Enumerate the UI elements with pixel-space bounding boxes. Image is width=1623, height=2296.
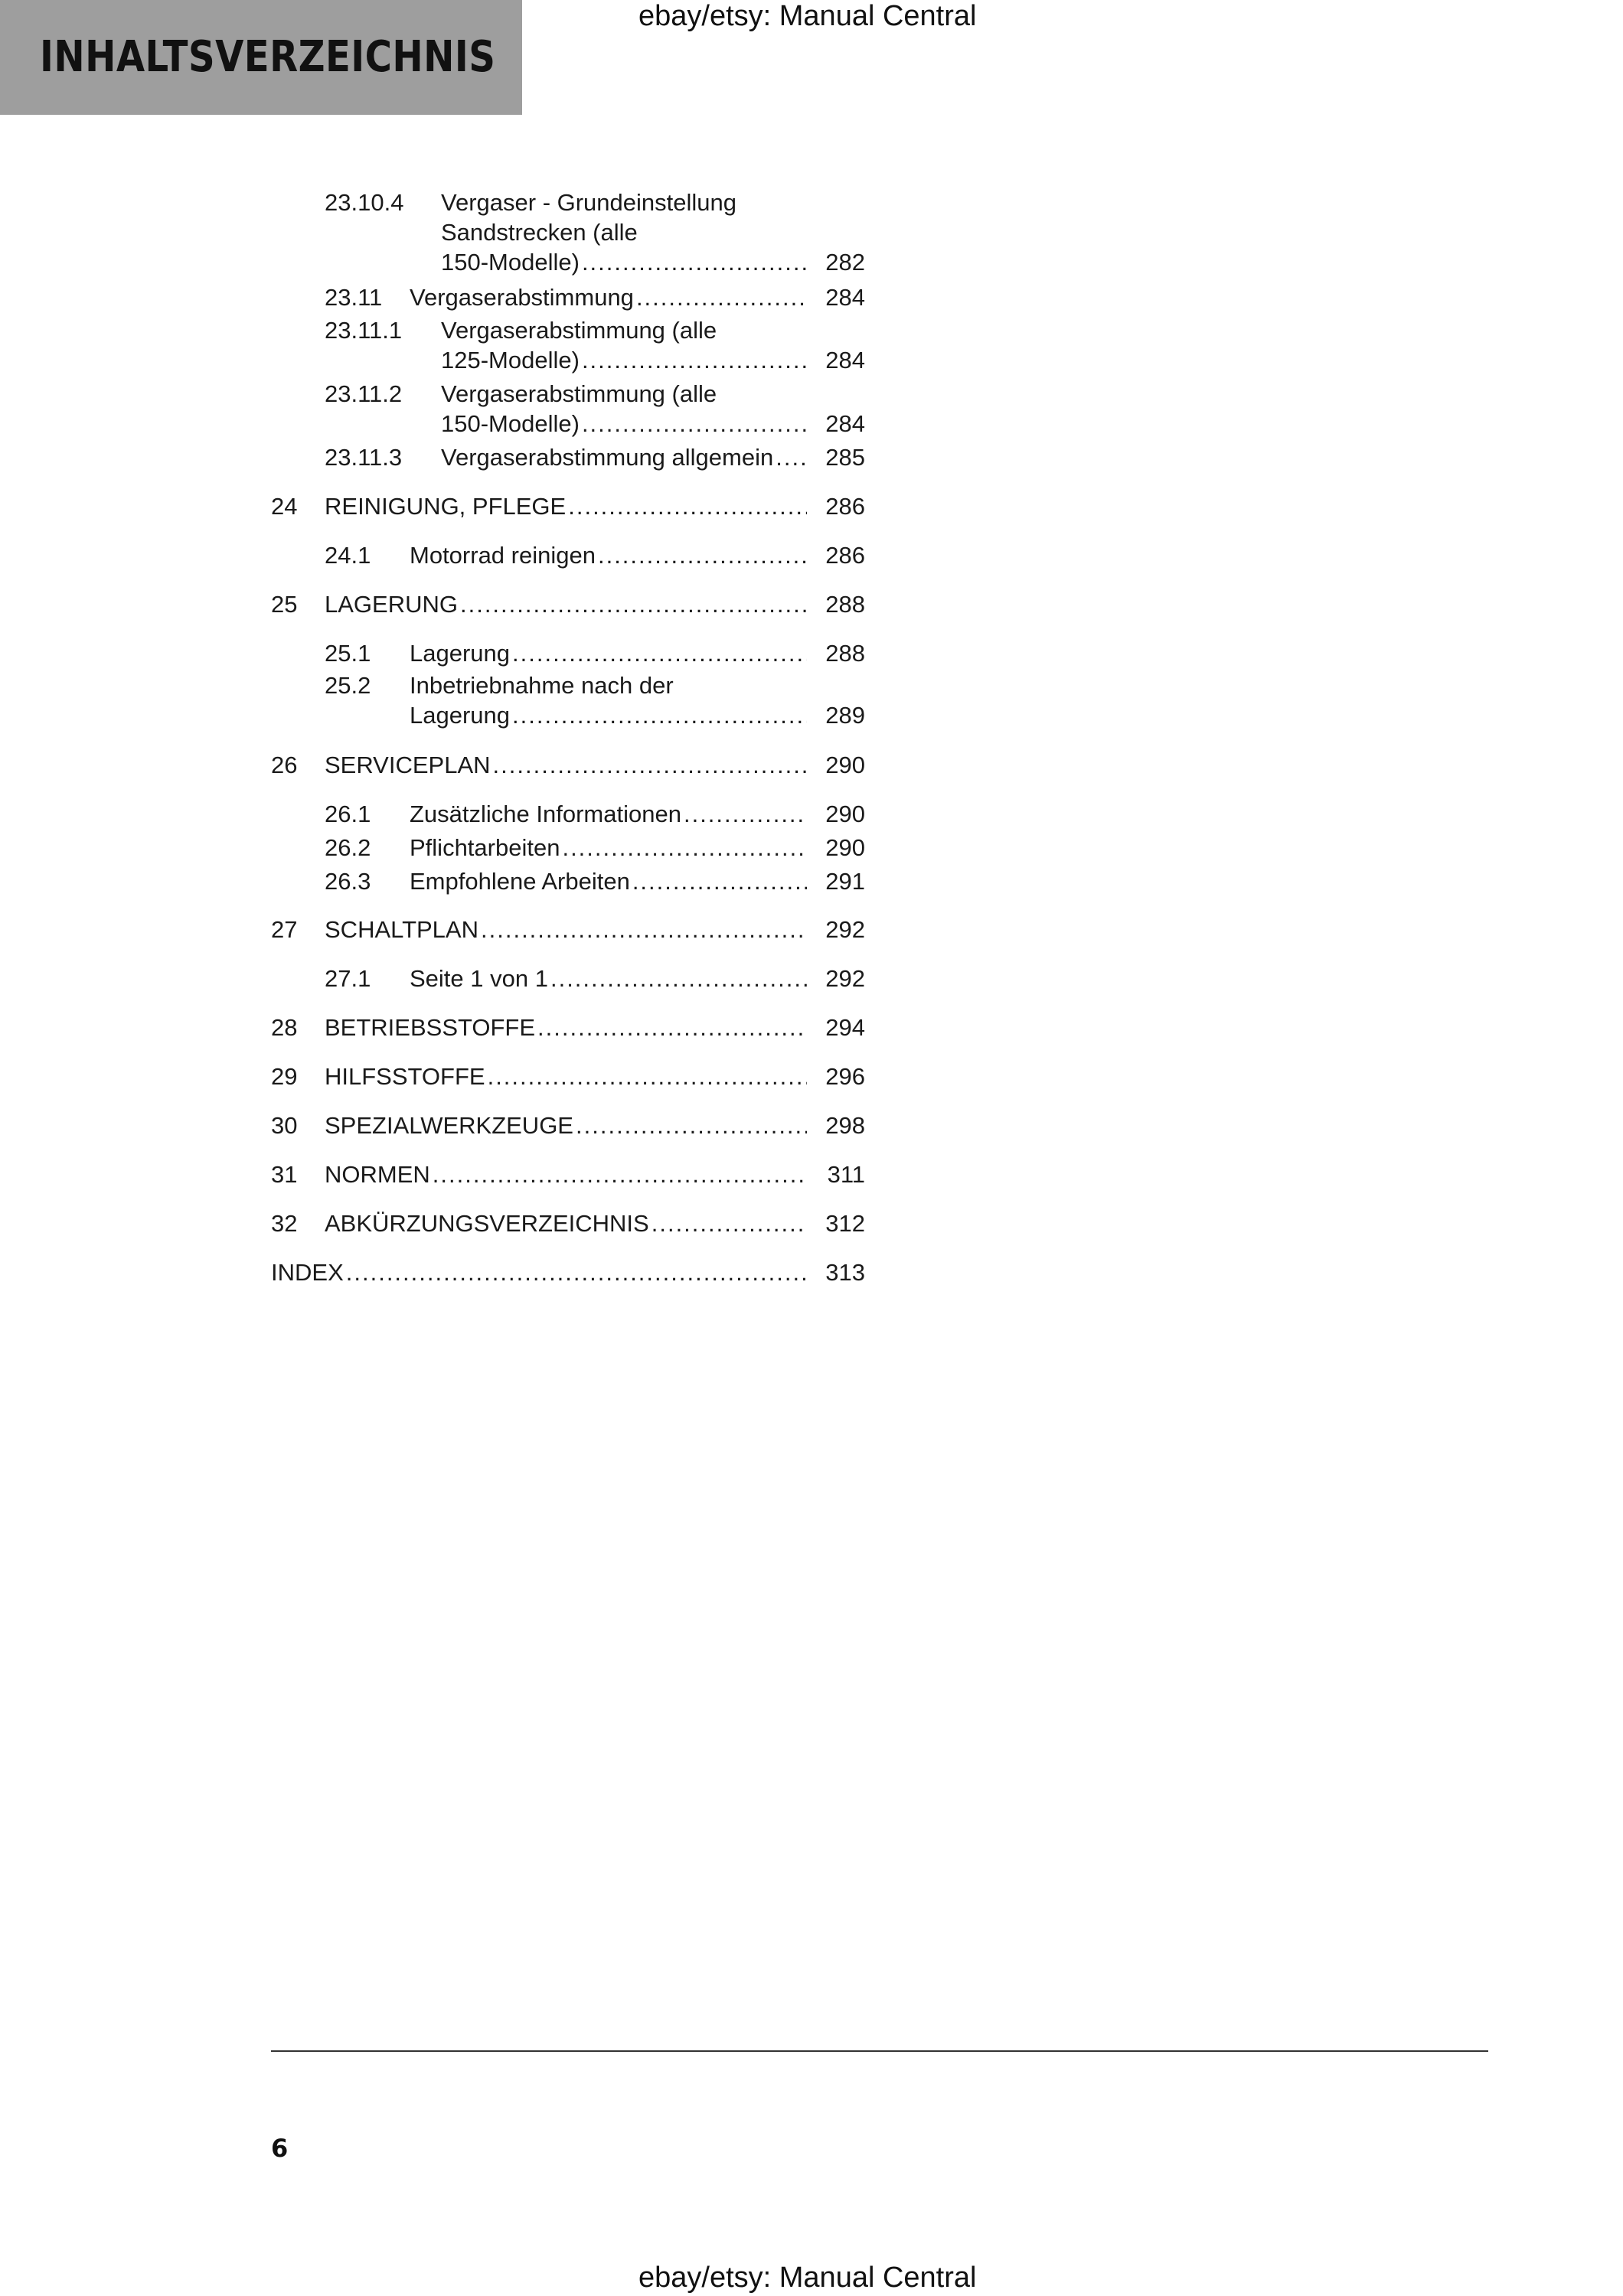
- watermark-top: ebay/etsy: Manual Central: [638, 0, 977, 32]
- toc-page-number: 290: [825, 801, 865, 827]
- toc-number: 25.2: [325, 672, 371, 699]
- toc-number: 27: [271, 916, 298, 943]
- toc-entry-30[interactable]: [271, 1110, 865, 1140]
- leader-dots: [488, 1062, 807, 1091]
- toc-entry-23-11-1[interactable]: [271, 315, 865, 375]
- toc-number: 27.1: [325, 965, 371, 992]
- leader-dots: [684, 799, 807, 829]
- leader-dots: [481, 915, 807, 944]
- toc-number: 31: [271, 1161, 298, 1188]
- toc-entry-25-1[interactable]: [271, 638, 865, 668]
- toc-entry-31[interactable]: [271, 1159, 865, 1189]
- toc-page-number: 292: [825, 916, 865, 943]
- toc-title: Motorrad reinigen: [410, 542, 596, 569]
- toc-title: Vergaserabstimmung (alle: [441, 380, 717, 407]
- toc-title-continued: 150-Modelle): [441, 249, 580, 276]
- toc-title: NORMEN: [325, 1161, 430, 1188]
- toc-title: Empfohlene Arbeiten: [410, 868, 630, 895]
- toc-number: 26.2: [325, 834, 371, 861]
- leader-dots: [512, 700, 807, 730]
- toc-number: 26: [271, 752, 298, 778]
- leader-dots: [636, 282, 807, 312]
- toc-entry-23-11-3[interactable]: [271, 442, 865, 472]
- toc-page-number: 282: [825, 249, 865, 276]
- leader-dots: [346, 1257, 807, 1287]
- toc-title: Pflichtarbeiten: [410, 834, 560, 861]
- toc-title-continued: Lagerung: [410, 702, 511, 729]
- toc-number: 28: [271, 1014, 298, 1041]
- leader-dots: [512, 638, 807, 668]
- toc-page-number: 284: [825, 347, 865, 373]
- toc-page-number: 313: [825, 1259, 865, 1286]
- toc-page-number: 284: [825, 410, 865, 437]
- leader-dots: [433, 1159, 807, 1189]
- toc-page-number: 291: [825, 868, 865, 895]
- toc-title: SPEZIALWERKZEUGE: [325, 1112, 573, 1139]
- toc-page-number: 298: [825, 1112, 865, 1139]
- toc-entry-24[interactable]: [271, 491, 865, 521]
- toc-number: 26.1: [325, 801, 371, 827]
- toc-number: 23.10.4: [325, 189, 404, 216]
- toc-entry-26[interactable]: [271, 750, 865, 780]
- toc-entry-23-11[interactable]: [271, 282, 865, 312]
- toc-entry-23-10-4[interactable]: [271, 188, 865, 277]
- toc-entry-23-11-2[interactable]: [271, 379, 865, 439]
- toc-title-continued: 125-Modelle): [441, 347, 580, 373]
- toc-title: Vergaserabstimmung allgemein: [441, 444, 774, 471]
- leader-dots: [651, 1208, 807, 1238]
- toc-entry-26-2[interactable]: [271, 833, 865, 863]
- toc-entry-25-2[interactable]: [271, 670, 865, 730]
- toc-entry-27[interactable]: [271, 915, 865, 944]
- toc-number: 25: [271, 591, 298, 618]
- header-bar: [0, 0, 522, 115]
- leader-dots: [582, 345, 807, 375]
- toc-number: 29: [271, 1063, 298, 1090]
- page-title: INHALTSVERZEICHNIS: [40, 32, 496, 82]
- toc-page-number: 288: [825, 640, 865, 667]
- toc-number: 24: [271, 493, 298, 520]
- toc-page-number: 311: [827, 1161, 865, 1188]
- toc-entry-29[interactable]: [271, 1062, 865, 1091]
- toc-title: HILFSSTOFFE: [325, 1063, 485, 1090]
- toc-entry-26-3[interactable]: [271, 866, 865, 896]
- toc-page-number: 290: [825, 834, 865, 861]
- toc-page-number: 289: [825, 702, 865, 729]
- toc-title: REINIGUNG, PFLEGE: [325, 493, 567, 520]
- toc-entry-27-1[interactable]: [271, 964, 865, 993]
- toc-title-continued: Sandstrecken (alle: [441, 219, 638, 246]
- toc-number: 30: [271, 1112, 298, 1139]
- toc-entry-32[interactable]: [271, 1208, 865, 1238]
- page-number: 6: [271, 2134, 289, 2163]
- toc-number: 23.11.1: [325, 317, 403, 344]
- toc-title: SERVICEPLAN: [325, 752, 491, 778]
- toc-page-number: 288: [825, 591, 865, 618]
- toc-title: Zusätzliche Informationen: [410, 801, 681, 827]
- toc-title: BETRIEBSSTOFFE: [325, 1014, 536, 1041]
- toc-title: Seite 1 von 1: [410, 965, 548, 992]
- toc-number: 23.11: [325, 284, 383, 311]
- toc-entry-25[interactable]: [271, 589, 865, 619]
- toc-number: 24.1: [325, 542, 371, 569]
- leader-dots: [576, 1110, 807, 1140]
- watermark-bottom: ebay/etsy: Manual Central: [638, 2262, 977, 2294]
- toc-page-number: 286: [825, 542, 865, 569]
- toc-title: Inbetriebnahme nach der: [410, 672, 674, 699]
- toc-page-number: 296: [825, 1063, 865, 1090]
- leader-dots: [460, 589, 807, 619]
- toc-title-continued: 150-Modelle): [441, 410, 580, 437]
- leader-dots: [598, 540, 807, 570]
- toc-page-number: 285: [825, 444, 865, 471]
- toc-entry-index[interactable]: [271, 1257, 865, 1287]
- toc-entry-26-1[interactable]: [271, 799, 865, 829]
- toc-entry-24-1[interactable]: [271, 540, 865, 570]
- toc-title: Lagerung: [410, 640, 511, 667]
- toc-number: 23.11.3: [325, 444, 403, 471]
- leader-dots: [550, 964, 807, 993]
- leader-dots: [582, 247, 807, 277]
- toc-page-number: 312: [825, 1210, 865, 1237]
- leader-dots: [537, 1013, 807, 1042]
- toc-title: INDEX: [271, 1259, 344, 1286]
- leader-dots: [493, 750, 807, 780]
- leader-dots: [562, 833, 807, 863]
- toc-title: Vergaser - Grundeinstellung: [441, 189, 737, 216]
- toc-page-number: 294: [825, 1014, 865, 1041]
- toc-title: Vergaserabstimmung: [410, 284, 634, 311]
- toc-title: LAGERUNG: [325, 591, 458, 618]
- toc-page-number: 284: [825, 284, 865, 311]
- toc-number: 32: [271, 1210, 298, 1237]
- footer-divider: [271, 2050, 1488, 2052]
- leader-dots: [632, 866, 807, 896]
- toc-number: 25.1: [325, 640, 371, 667]
- leader-dots: [776, 442, 807, 472]
- toc-entry-28[interactable]: [271, 1013, 865, 1042]
- toc-number: 26.3: [325, 868, 371, 895]
- toc-title: Vergaserabstimmung (alle: [441, 317, 717, 344]
- toc-number: 23.11.2: [325, 380, 403, 407]
- leader-dots: [582, 409, 807, 439]
- toc-page-number: 292: [825, 965, 865, 992]
- toc-title: ABKÜRZUNGSVERZEICHNIS: [325, 1210, 649, 1237]
- leader-dots: [568, 491, 807, 521]
- toc-title: SCHALTPLAN: [325, 916, 478, 943]
- toc-page-number: 290: [825, 752, 865, 778]
- toc-page-number: 286: [825, 493, 865, 520]
